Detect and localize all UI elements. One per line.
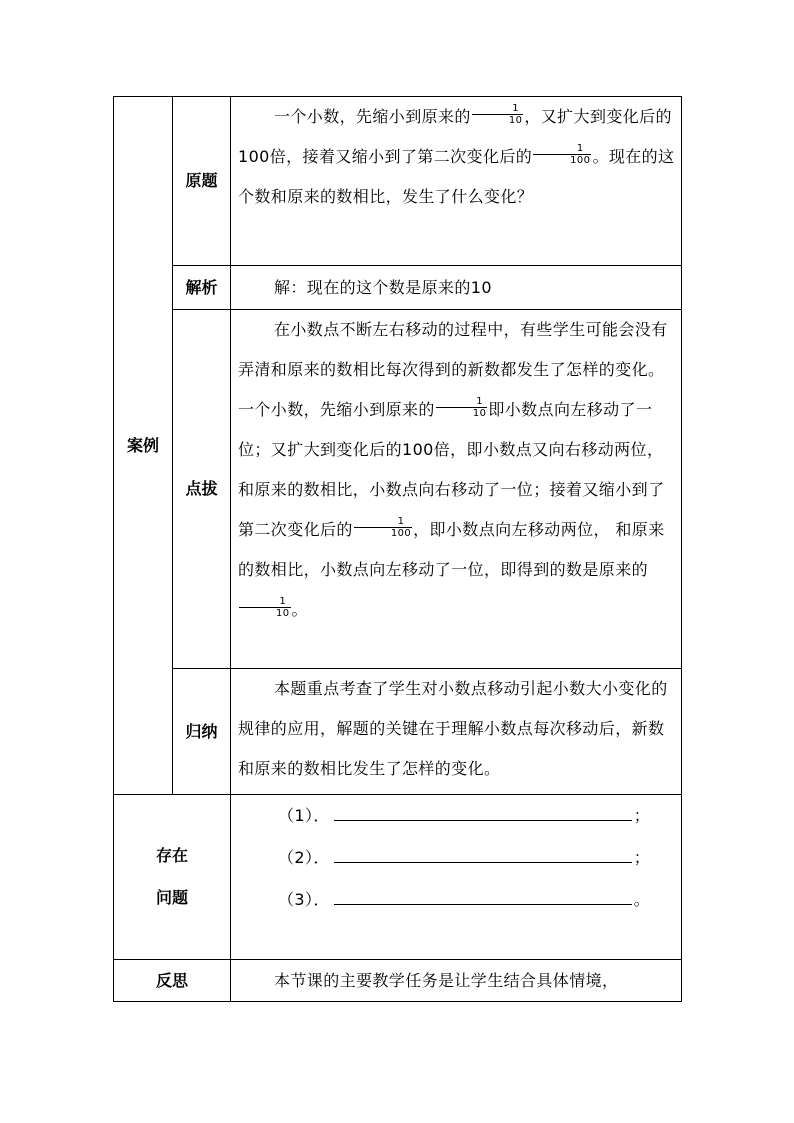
row-analysis: [114, 266, 682, 310]
fraction: $\frac{1}{10}$: [436, 396, 488, 419]
original-text: 一个小数，先缩小到原来的 $\frac{1}{10}$ ，又扩大到变化后的100倍，接着又缩小到了第二次变化后的 $\frac{1}{100}$ 。现在的这个数和原来的数相比，发生了什么变化？: [238, 103, 675, 206]
issues-content: [231, 795, 682, 960]
row-summary: [114, 669, 682, 795]
answer-line[interactable]: [334, 890, 632, 905]
lesson-table: [113, 96, 682, 1002]
reflection-label: 反思: [114, 960, 231, 1002]
summary-label: 归纳: [173, 669, 231, 795]
reflection-content: [231, 960, 682, 1002]
tips-label: 点拔: [173, 310, 231, 669]
answer-line[interactable]: [334, 848, 632, 863]
fraction: $\frac{1}{100}$: [533, 143, 591, 166]
summary-text: 本题重点考查了学生对小数点移动引起小数大小变化的规律的应用，解题的关键在于理解小数点每次移动后，新数和原来的数相比发生了怎样的变化。: [238, 679, 668, 778]
issues-label: 存在 问题: [114, 795, 231, 960]
analysis-label: 解析: [173, 266, 231, 310]
tips-content: [231, 310, 682, 669]
row-tips: [114, 310, 682, 669]
row-issues: [114, 795, 682, 960]
issue-item: （1）． ；: [278, 806, 651, 825]
row-original: [114, 97, 682, 266]
analysis-text: 解：现在的这个数是原来的10: [274, 277, 492, 297]
case-label: 案例: [114, 97, 173, 795]
reflection-text: 本节课的主要教学任务是让学生结合具体情境，: [274, 970, 619, 990]
answer-line[interactable]: [334, 806, 632, 821]
tips-text: 在小数点不断左右移动的过程中，有些学生可能会没有弄清和原来的数相比每次得到的新数都发生了怎样的变化。一个小数，先缩小到原来的 $\frac{1}{10}$ 即小数点向左移动了一位；又扩大到变化后的100倍，即小数点又向右移动两位， 和原来的数相比，小数点向右移动了一位；接着又缩小到了第二次变化后的 $\frac{1}{100}$ ，即小数点向左移动两位， 和原来的数相比，小数点向左移动了一位，即得到的数是原来的 $\frac{1}{10}$ 。: [238, 320, 668, 619]
fraction: $\frac{1}{10}$: [239, 596, 291, 619]
analysis-content: [231, 266, 682, 310]
issue-item: （3）． 。: [278, 890, 651, 909]
original-content: [231, 97, 682, 266]
fraction: $\frac{1}{10}$: [472, 103, 524, 126]
fraction: $\frac{1}{100}$: [354, 516, 412, 539]
issue-item: （2）． ；: [278, 848, 651, 867]
summary-content: [231, 669, 682, 795]
row-reflection: [114, 960, 682, 1002]
original-label: 原题: [173, 97, 231, 266]
